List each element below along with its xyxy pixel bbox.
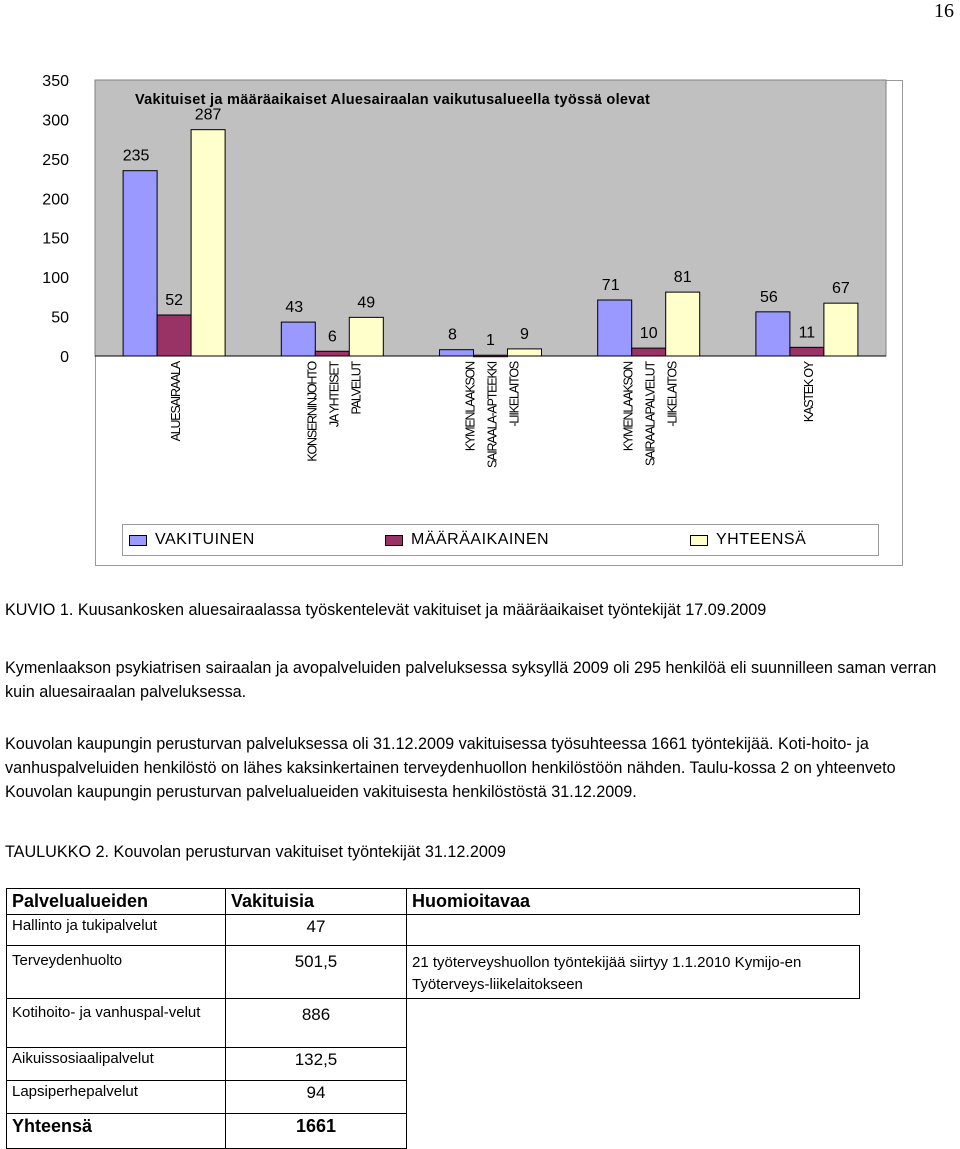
bar-yhteens	[508, 349, 542, 356]
category-label: SAIRAALAPALVELUT	[643, 362, 658, 466]
table-cell-area: Hallinto ja tukipalvelut	[7, 915, 226, 946]
category-label: KYMENLAAKSON	[463, 362, 478, 452]
bar-mraikainen	[474, 355, 508, 357]
data-label: 67	[832, 280, 850, 298]
category-label: KASTEK OY	[801, 362, 816, 423]
table-cell-area: Aikuissosiaalipalvelut	[7, 1048, 226, 1081]
category-label: KYMENLAAKSON	[621, 362, 636, 452]
legend-label-yhteensa: YHTEENSÄ	[716, 531, 807, 548]
table-header-row	[7, 889, 860, 915]
data-label: 52	[165, 291, 183, 309]
legend-label-vakituinen: VAKITUINEN	[155, 531, 255, 548]
data-label: 235	[122, 147, 150, 165]
table-header-note: Huomioitavaa	[407, 889, 860, 915]
table-cell-count: 132,5	[226, 1048, 407, 1081]
bar-yhteens	[824, 303, 858, 356]
table-cell-count: 47	[226, 915, 407, 946]
y-tick-label: 0	[60, 349, 69, 366]
data-label: 43	[285, 299, 304, 317]
data-label: 81	[673, 269, 692, 287]
table-cell-area: Terveydenhuolto	[7, 946, 226, 999]
table-total-label: Yhteensä	[7, 1114, 226, 1149]
category-label: -LIIKELAITOS	[507, 362, 522, 427]
table-cell-note	[407, 915, 860, 946]
bar-vakituinen	[598, 300, 632, 356]
category-label: JA YHTEISET	[327, 362, 342, 428]
table-row	[7, 946, 860, 999]
data-label: 9	[520, 325, 529, 343]
bar-mraikainen	[157, 315, 191, 356]
y-tick-label: 50	[51, 309, 69, 327]
data-label: 56	[760, 288, 778, 306]
chart-legend	[122, 524, 879, 556]
data-label: 6	[327, 328, 337, 346]
table-header-count: Vakituisia	[226, 889, 407, 915]
page-number: 16	[934, 0, 954, 22]
bar-vakituinen	[281, 322, 315, 356]
y-tick-label: 350	[42, 73, 69, 90]
legend-swatch-vakituinen	[129, 535, 147, 546]
table-cell-count: 886	[226, 999, 407, 1048]
data-label: 11	[798, 324, 816, 342]
category-label: ALUESAIRAALA	[169, 362, 184, 442]
y-tick-label: 250	[42, 151, 69, 169]
data-label: 49	[357, 294, 376, 312]
table-caption: TAULUKKO 2. Kouvolan perusturvan vakituiset työntekijät 31.12.2009	[5, 843, 506, 861]
table-row	[7, 1081, 860, 1114]
table-cell-note	[407, 1081, 860, 1114]
category-label: PALVELUT	[349, 362, 364, 415]
table-row	[7, 915, 860, 946]
legend-item-maaraaikainen	[385, 531, 549, 549]
legend-item-yhteensa	[690, 531, 806, 549]
bar-chart	[0, 0, 960, 520]
table-total-row	[7, 1114, 860, 1149]
paragraph-kouvola: Kouvolan kaupungin perusturvan palveluksessa oli 31.12.2009 vakituisessa työsuhteessa 1661 työntekijää. Koti-hoito- ja vanhuspalveluiden henkilöstö on lähes kaksinkertainen terveydenhuollon henkilöstöön nähden. Taulu-kossa 2 on yhteenveto Kouvolan kaupungin perusturvan palvelualueiden vakituisesta henkilöstöstä 31.12.2009.	[5, 735, 896, 801]
data-label: 71	[601, 277, 620, 295]
table-cell-note	[407, 1114, 860, 1149]
data-label: 10	[639, 325, 658, 343]
category-label: -LIIKELAITOS	[665, 362, 680, 427]
y-tick-label: 300	[42, 112, 69, 130]
table-cell-count: 94	[226, 1081, 407, 1114]
table-cell-note	[407, 1048, 860, 1081]
category-label: SAIRAALA-APTEEKKI	[485, 362, 500, 469]
table-cell-area: Lapsiperhepalvelut	[7, 1081, 226, 1114]
legend-label-maaraaikainen: MÄÄRÄAIKAINEN	[411, 531, 550, 548]
data-label: 1	[486, 332, 495, 350]
table-cell-note	[407, 999, 860, 1048]
table-cell-count: 501,5	[226, 946, 407, 999]
chart-title: Vakituiset ja määräaikaiset Aluesairaalan vaikutusalueella työssä olevat	[135, 92, 651, 108]
paragraph-psychiatric: Kymenlaakson psykiatrisen sairaalan ja avopalveluiden palveluksessa syksyllä 2009 oli 295 henkilöä eli suunnilleen saman verran kuin aluesairaalan palveluksessa.	[5, 659, 937, 701]
table-total-count: 1661	[226, 1114, 407, 1149]
staff-table	[6, 888, 860, 1149]
y-tick-label: 200	[42, 191, 69, 209]
category-label: KONSERNINJOHTO	[305, 362, 320, 462]
bar-vakituinen	[123, 171, 157, 356]
table-row	[7, 1048, 860, 1081]
bar-mraikainen	[315, 351, 349, 356]
bar-yhteens	[666, 292, 700, 356]
table-cell-area: Kotihoito- ja vanhuspal-velut	[7, 999, 226, 1048]
bar-mraikainen	[632, 348, 666, 356]
y-tick-label: 100	[42, 270, 69, 288]
legend-swatch-maaraaikainen	[385, 535, 403, 546]
data-label: 8	[448, 326, 457, 344]
bar-yhteens	[191, 130, 225, 356]
legend-item-vakituinen	[129, 531, 255, 549]
bar-vakituinen	[756, 312, 790, 356]
data-label: 287	[194, 106, 222, 124]
legend-swatch-yhteensa	[690, 535, 708, 546]
bar-mraikainen	[790, 347, 824, 356]
table-cell-note: 21 työterveyshuollon työntekijää siirtyy 1.1.2010 Kymijo-en Työterveys-liikelaitokseen	[407, 946, 860, 999]
y-tick-label: 150	[42, 230, 69, 248]
figure-caption: KUVIO 1. Kuusankosken aluesairaalassa työskentelevät vakituiset ja määräaikaiset työntekijät 17.09.2009	[5, 601, 767, 619]
bar-yhteens	[349, 317, 383, 356]
table-row	[7, 999, 860, 1048]
bar-vakituinen	[440, 350, 474, 356]
table-header-area: Palvelualueiden	[7, 889, 226, 915]
